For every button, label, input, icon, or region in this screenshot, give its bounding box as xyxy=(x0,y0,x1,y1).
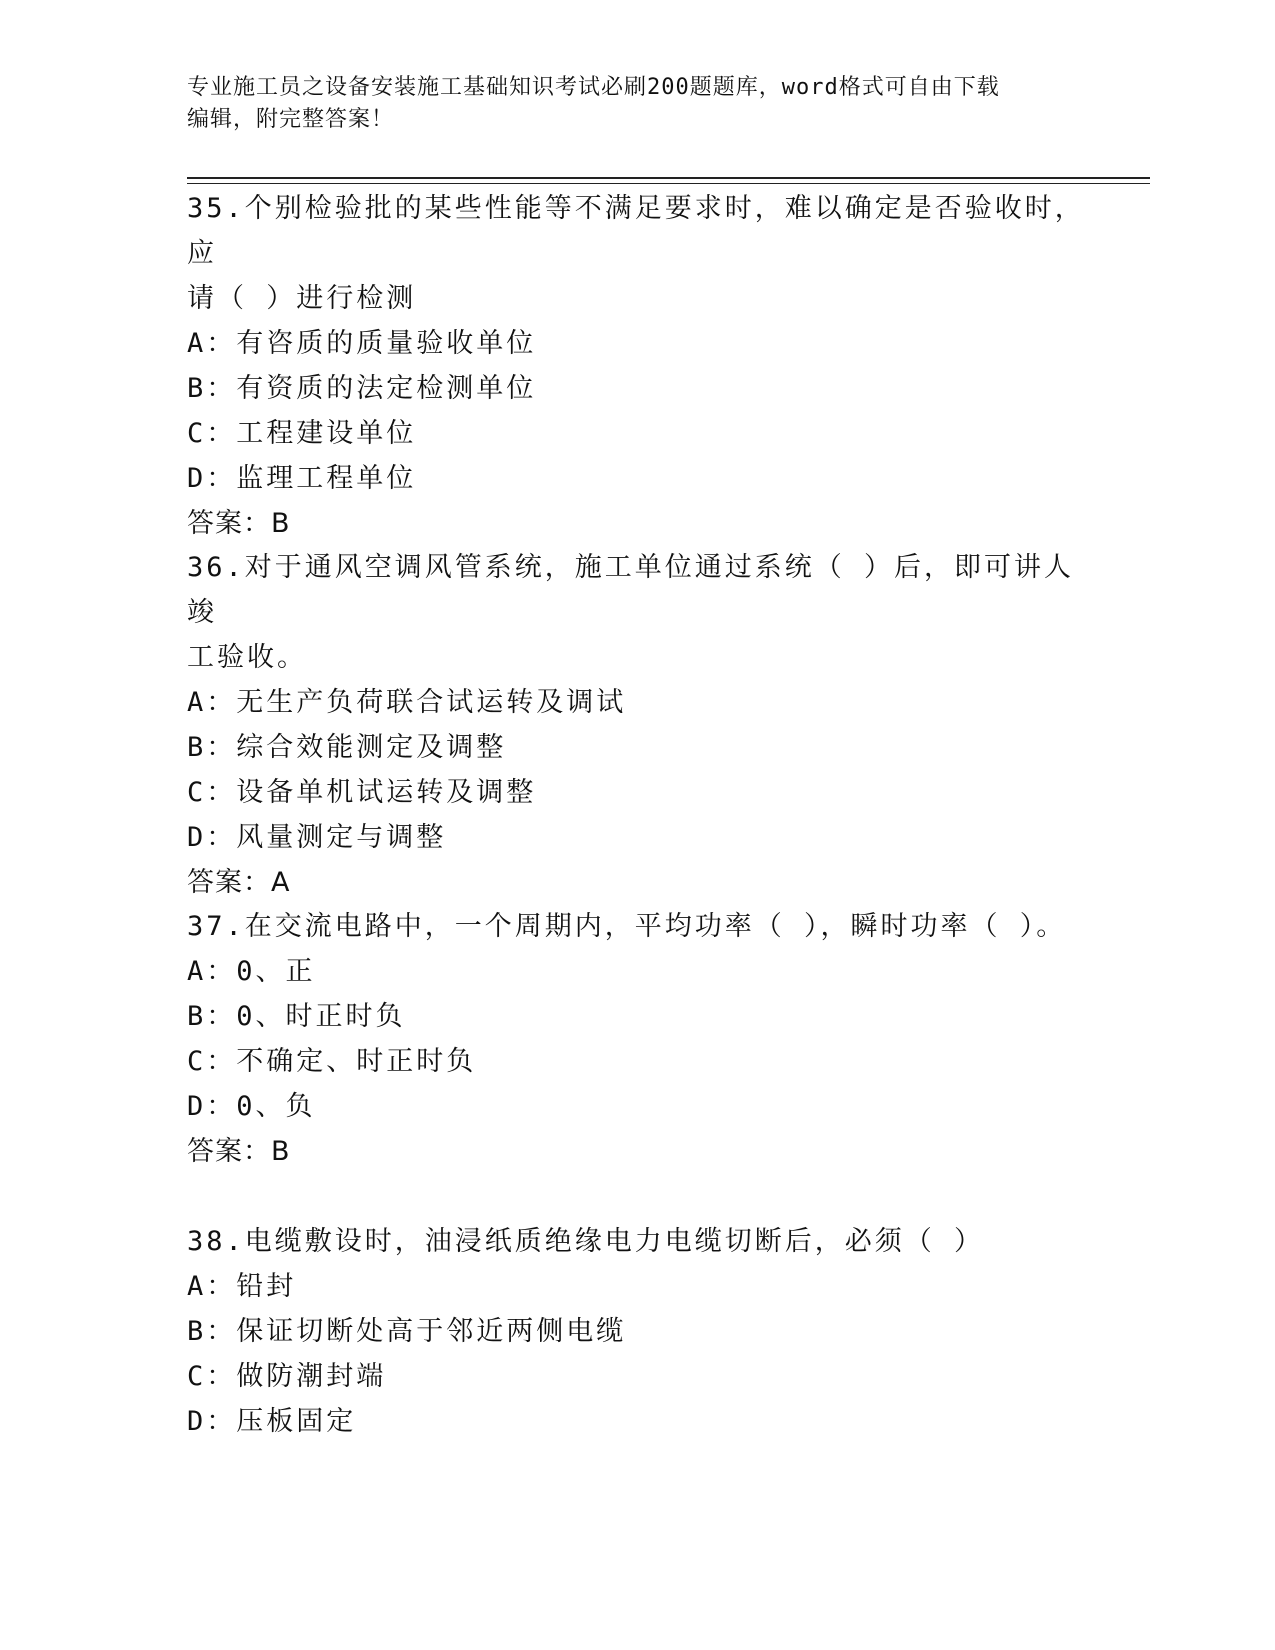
answer: 答案：A xyxy=(187,867,291,898)
option-c: C：设备单机试运转及调整 xyxy=(187,777,537,808)
option-b: B：综合效能测定及调整 xyxy=(187,732,507,763)
option-c: C：工程建设单位 xyxy=(187,418,417,449)
option-a: A：铅封 xyxy=(187,1271,297,1302)
option-c: C：不确定、时正时负 xyxy=(187,1046,477,1077)
document-header xyxy=(187,72,1087,136)
option-c: C：做防潮封端 xyxy=(187,1361,387,1392)
header-line-2: 编辑，附完整答案！ xyxy=(187,107,395,132)
header-rule-thick xyxy=(187,177,1150,179)
question-stem-line: 38.电缆敷设时，油浸纸质绝缘电力电缆切断后，必须（ ） xyxy=(187,1226,985,1257)
question-stem-line: 36.对于通风空调风管系统，施工单位通过系统（ ）后，即可讲人竣 xyxy=(187,552,1075,628)
answer: 答案：B xyxy=(187,508,291,539)
option-a: A：无生产负荷联合试运转及调试 xyxy=(187,687,627,718)
answer: 答案：B xyxy=(187,1136,291,1167)
header-rule-thin xyxy=(187,183,1150,184)
question-stem-line: 35.个别检验批的某些性能等不满足要求时，难以确定是否验收时，应 xyxy=(187,193,1085,269)
option-d: D：监理工程单位 xyxy=(187,463,417,494)
header-line-1: 专业施工员之设备安装施工基础知识考试必刷200题题库，word格式可自由下载 xyxy=(187,75,1000,100)
option-b: B：保证切断处高于邻近两侧电缆 xyxy=(187,1316,627,1347)
option-a: A：有咨质的质量验收单位 xyxy=(187,328,537,359)
question-38 xyxy=(187,1219,1087,1444)
option-a: A：0、正 xyxy=(187,956,316,987)
question-stem-line: 请（ ）进行检测 xyxy=(187,283,417,314)
question-37 xyxy=(187,904,1087,1174)
option-b: B：0、时正时负 xyxy=(187,1001,406,1032)
question-stem-line: 37.在交流电路中，一个周期内，平均功率（ ），瞬时功率（ ）。 xyxy=(187,911,1067,942)
question-35 xyxy=(187,186,1087,546)
option-d: D：0、负 xyxy=(187,1091,316,1122)
option-d: D：压板固定 xyxy=(187,1406,357,1437)
question-36 xyxy=(187,545,1087,905)
question-stem-line: 工验收。 xyxy=(187,642,307,673)
option-b: B：有资质的法定检测单位 xyxy=(187,373,537,404)
option-d: D：风量测定与调整 xyxy=(187,822,447,853)
